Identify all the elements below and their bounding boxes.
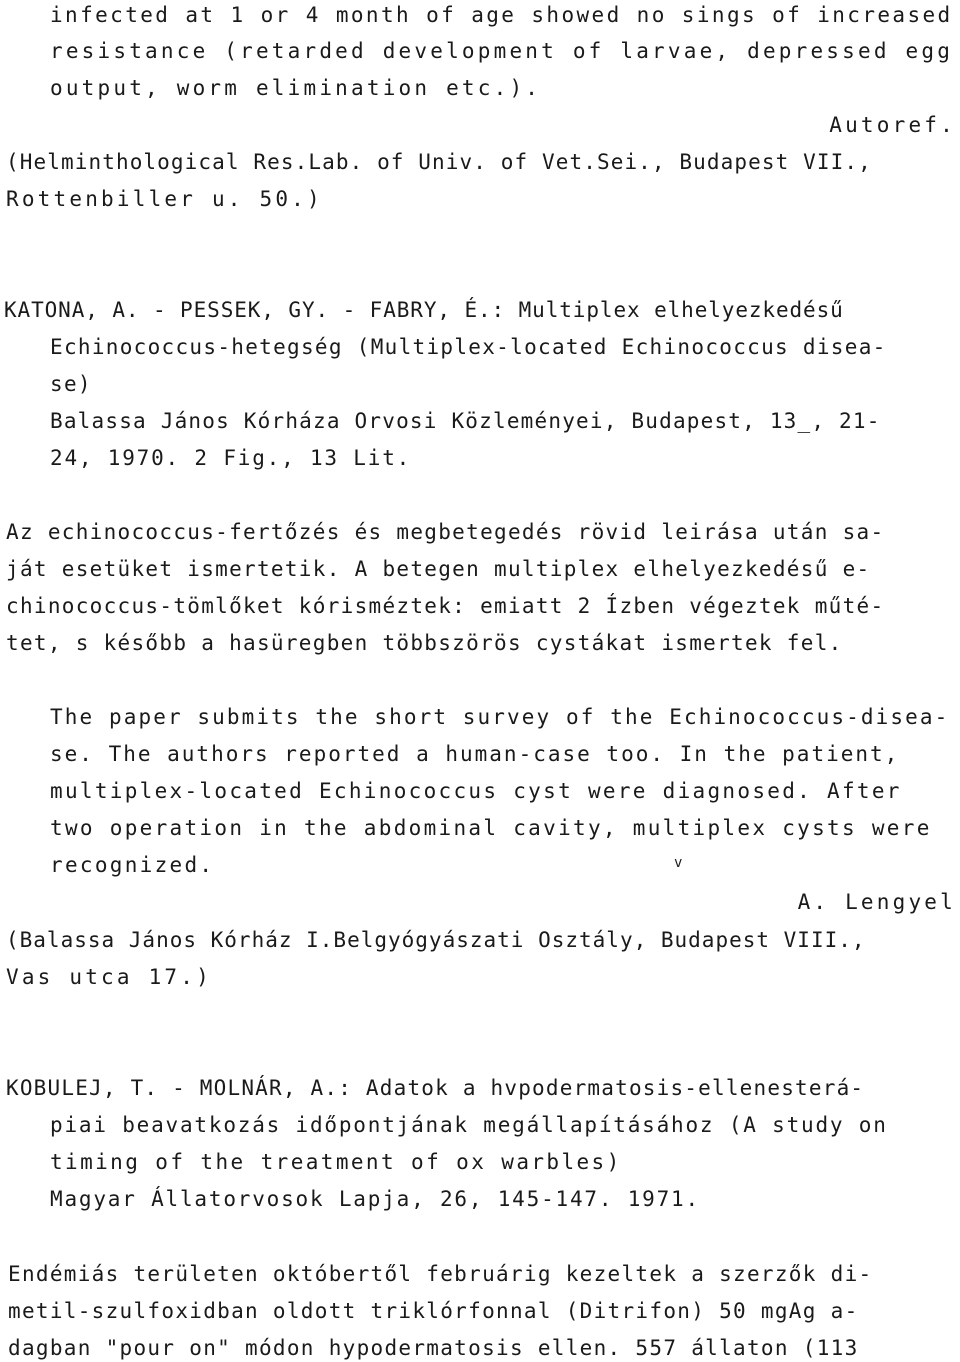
- text-line: resistance (retarded development of larvae, depressed egg: [50, 39, 954, 63]
- abstract-line: ját esetüket ismertetik. A betegen multiplex elhelyezkedésű e-: [6, 557, 871, 581]
- abstract-line: metil-szulfoxidban oldott triklórfonnal (Ditrifon) 50 mgAg a-: [8, 1299, 859, 1323]
- address-line: (Balassa János Kórház I.Belgyógyászati Osztály, Budapest VIII.,: [6, 928, 866, 952]
- citation-line: KOBULEJ, T. - MOLNÁR, A.: Adatok a hvpodermatosis-ellenesterá-: [6, 1076, 865, 1100]
- address-line: Rottenbiller u. 50.): [6, 187, 323, 211]
- address-line: Vas utca 17.): [6, 965, 212, 989]
- text-line: infected at 1 or 4 month of age showed no sings of increased: [50, 3, 953, 27]
- abstract-line: multiplex-located Echinococcus cyst were diagnosed. After: [50, 779, 902, 803]
- citation-line: Magyar Állatorvosok Lapja, 26, 145-147. 1971.: [50, 1187, 700, 1211]
- abstract-line: The paper submits the short survey of the Echinococcus-disea-: [50, 705, 950, 729]
- abstract-line: dagban "pour on" módon hypodermatosis ellen. 557 állaton (113: [8, 1336, 859, 1360]
- abstract-line: Az echinococcus-fertőzés és megbetegedés rövid leirása után sa-: [6, 520, 885, 544]
- stray-mark: v: [674, 855, 685, 871]
- abstract-line: recognized.: [50, 853, 215, 877]
- entry2-signature: A. Lengyel: [797, 890, 956, 914]
- citation-line: se): [50, 372, 92, 396]
- abstract-line: two operation in the abdominal cavity, multiplex cysts were: [50, 816, 932, 840]
- abstract-line: chinococcus-tömlőket kórisméztek: emiatt 2 Ízben végeztek műté-: [6, 594, 885, 618]
- abstract-line: tet, s később a hasüregben többszörös cystákat ismertek fel.: [6, 631, 843, 655]
- entry1-signature: Autoref.: [829, 113, 956, 137]
- citation-line: KATONA, A. - PESSEK, GY. - FABRY, É.: Multiplex elhelyezkedésű: [4, 298, 844, 322]
- citation-line: Balassa János Kórháza Orvosi Közleményei, Budapest, 13_, 21-: [50, 409, 881, 433]
- citation-line: piai beavatkozás időpontjának megállapításához (A study on: [50, 1113, 888, 1137]
- citation-line: timing of the treatment of ox warbles): [50, 1150, 622, 1174]
- abstract-line: se. The authors reported a human-case too. In the patient,: [50, 742, 900, 766]
- citation-line: 24, 1970. 2 Fig., 13 Lit.: [50, 446, 412, 470]
- abstract-line: Endémiás területen októbertől februárig kezeltek a szerzők di-: [8, 1262, 873, 1286]
- text-line: output, worm elimination etc.).: [50, 76, 542, 100]
- citation-line: Echinococcus-hetegség (Multiplex-located Echinococcus disea-: [50, 335, 887, 359]
- address-line: (Helminthological Res.Lab. of Univ. of Vet.Sei., Budapest VII.,: [6, 150, 872, 174]
